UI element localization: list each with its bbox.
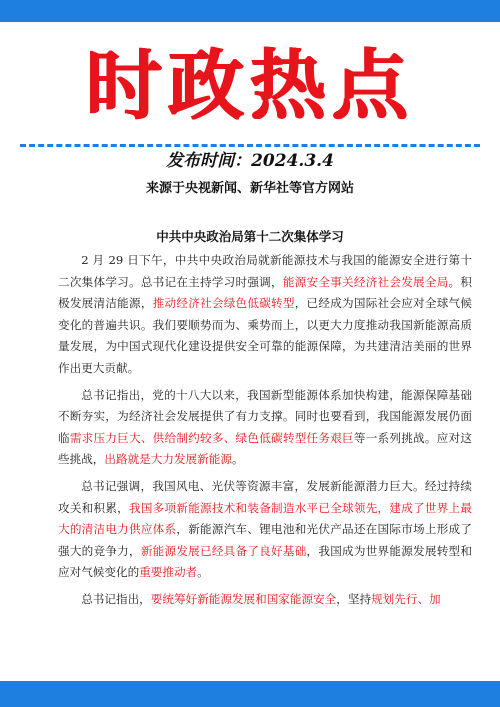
body-text: ，坚持 <box>336 591 372 606</box>
highlighted-text: 我国多项新能源技术和装备制造水平已全球领先，建成了世界上最大的清洁电力供应体系 <box>58 500 472 537</box>
highlighted-text: 要统筹好新能源发展和国家能源安全 <box>150 591 337 606</box>
highlighted-text: 能源安全事关经济社会发展全局 <box>282 274 449 289</box>
body-text: 。 <box>197 565 209 580</box>
highlighted-text: 规划先行、加 <box>371 591 441 606</box>
highlighted-text: 新能源发展已经具备了良好基础 <box>140 543 307 558</box>
page-title: 时政热点 <box>86 41 414 130</box>
body-text: ，新能源汽车、锂电池和光伏产品还在国际市场上形成了强大的竞争力， <box>58 522 472 558</box>
top-banner-bar <box>0 0 500 22</box>
paragraph-4 <box>58 589 472 611</box>
body-text: 总书记强调，我国风电、光伏等资源丰富，发展新能源潜力巨大。经过持续攻关和积累， <box>58 478 472 515</box>
body-text: ，已经成为国际社会应对全球气候变化的普遍共识。我们要顺势而为、乘势而上，以更大力度推动我国新能源高质量发展，为中国式现代化建设提供安全可靠的能源保障，为共建清洁美丽的世界作出更大贡献。 <box>58 296 472 375</box>
source-line: 来源于央视新闻、新华社等官方网站 <box>145 181 354 196</box>
body-text: 等一系列挑战。应对这些挑战， <box>58 430 472 467</box>
paragraph-2 <box>58 385 472 471</box>
body-text: 总书记指出，党的十八大以来，我国新型能源体系加快构建，能源保障基础不断夯实，为经济社会发展提供了有力支撑。同时也要看到，我国能源发展仍面临 <box>58 387 472 445</box>
highlighted-text: 重要推动者 <box>139 565 198 580</box>
body-text: 2 月 29 日下午，中共中央政治局就新能源技术与我国的能源安全进行第十二次集体学习。总书记在主持学习时强调， <box>58 253 472 289</box>
publish-time: 发布时间：2024.3.4 <box>166 151 334 171</box>
body-text: ，我国成为世界能源发展转型和应对气候变化的 <box>58 543 472 580</box>
body-text: 。积极发展清洁能源， <box>58 274 472 311</box>
highlighted-text: 出路就是大力发展新能源 <box>104 452 232 467</box>
paragraph-1 <box>58 250 472 380</box>
dashed-divider <box>20 144 480 147</box>
article-body <box>58 250 472 616</box>
body-text: 。 <box>231 452 244 467</box>
body-text: 总书记指出， <box>81 591 151 606</box>
article-heading: 中共中央政治局第十二次集体学习 <box>156 229 344 244</box>
highlighted-text: 需求压力巨大、供给制约较多、绿色低碳转型任务艰巨 <box>69 430 354 445</box>
highlighted-text: 推动经济社会绿色低碳转型 <box>152 296 295 311</box>
paragraph-3 <box>58 476 472 584</box>
bottom-banner-bar <box>0 681 500 707</box>
